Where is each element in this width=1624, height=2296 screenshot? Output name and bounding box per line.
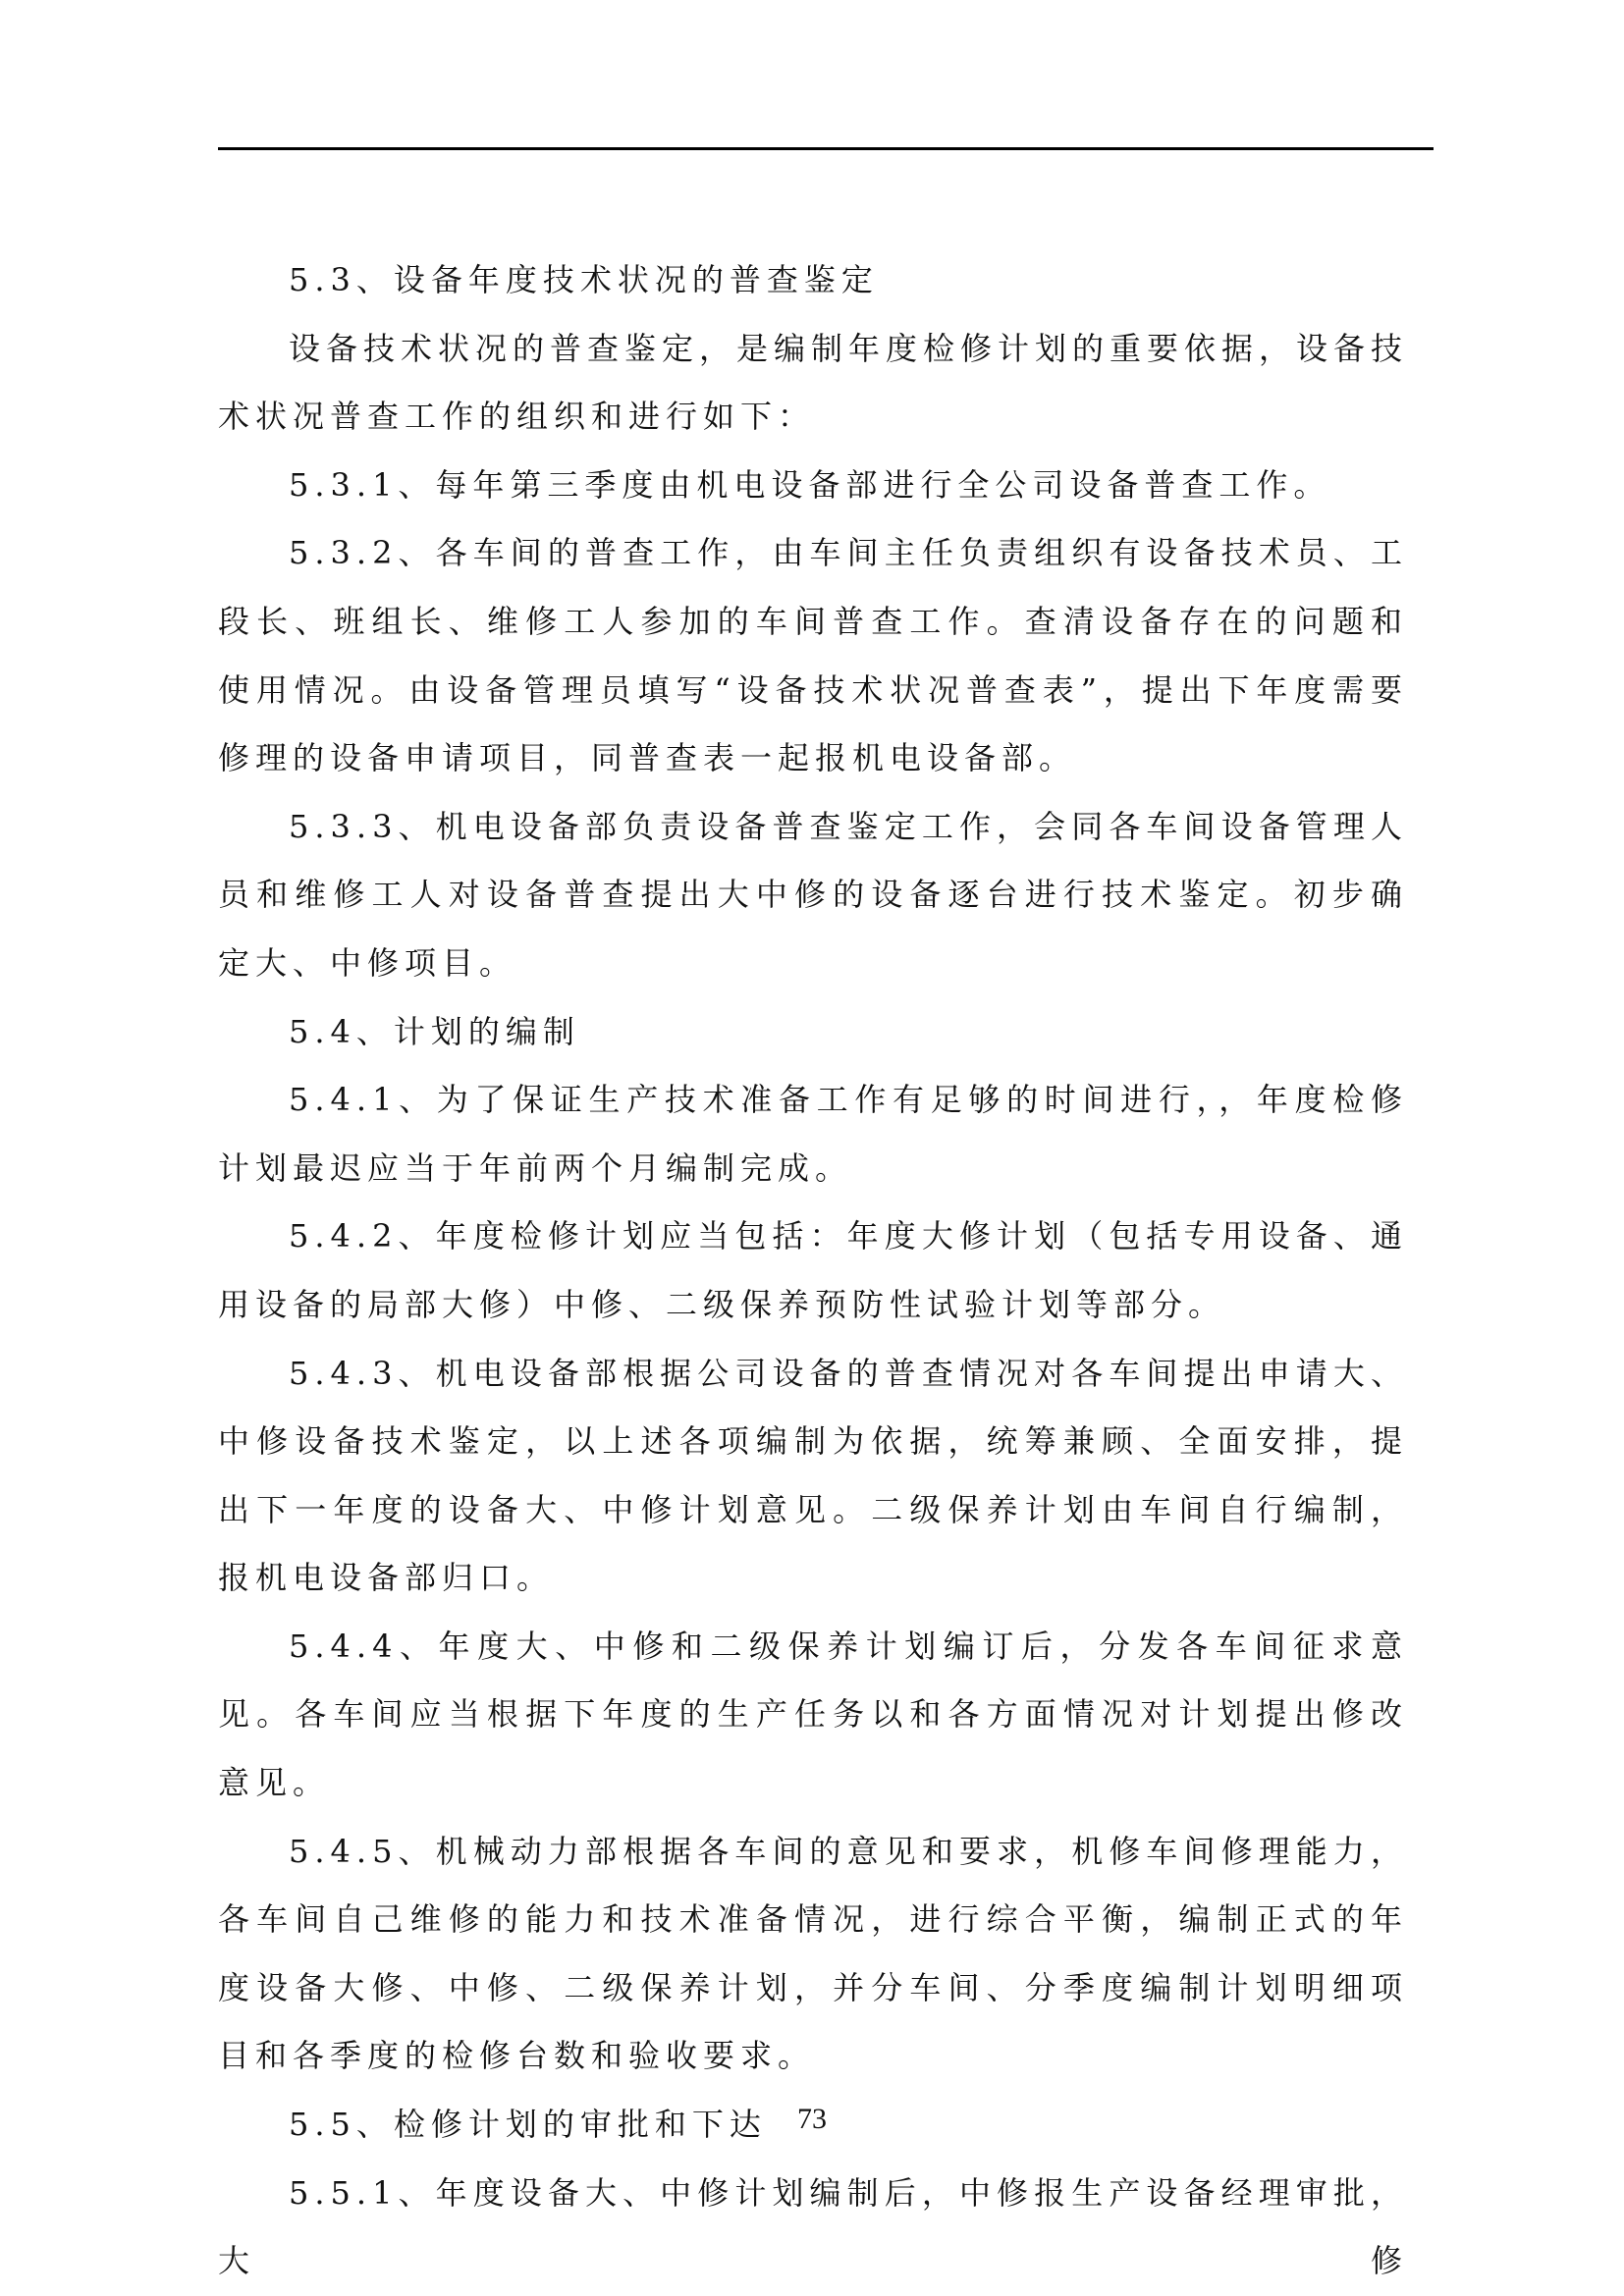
paragraph-5-4-2: 5.4.2、年度检修计划应当包括：年度大修计划（包括专用设备、通用设备的局部大修）中修、二级保养预防性试验计划等部分。 <box>218 1217 1408 1323</box>
paragraph-5-4-4: 5.4.4、年度大、中修和二级保养计划编订后，分发各车间征求意见。各车间应当根据下年度的生产任务以和各方面情况对计划提出修改意见。 <box>218 1627 1408 1802</box>
paragraph-5-5-1: 5.5.1、年度设备大、中修计划编制后，中修报生产设备经理审批，大修 <box>218 2173 1408 2280</box>
page-number: 73 <box>797 2103 827 2135</box>
header-rule <box>218 147 1434 150</box>
paragraph-5-3-2: 5.3.2、各车间的普查工作，由车间主任负责组织有设备技术员、工段长、班组长、维修工人参加的车间普查工作。查清设备存在的问题和使用情况。由设备管理员填写“设备技术状况普查表”，提出下年度需要修理的设备申请项目，同普查表一起报机电设备部。 <box>218 534 1408 777</box>
paragraph-5-4-5: 5.4.5、机械动力部根据各车间的意见和要求，机修车间修理能力，各车间自己维修的能力和技术准备情况，进行综合平衡，编制正式的年度设备大修、中修、二级保养计划，并分车间、分季度编制计划明细项目和各季度的检修台数和验收要求。 <box>218 1832 1408 2075</box>
paragraph-5-3-3: 5.3.3、机电设备部负责设备普查鉴定工作，会同各车间设备管理人员和维修工人对设备普查提出大中修的设备逐台进行技术鉴定。初步确定大、中修项目。 <box>218 807 1408 982</box>
document-body <box>218 246 1408 2296</box>
paragraph-5-4-3: 5.4.3、机电设备部根据公司设备的普查情况对各车间提出申请大、中修设备技术鉴定，以上述各项编制为依据，统筹兼顾、全面安排，提出下一年度的设备大、中修计划意见。二级保养计划由车间自行编制，报机电设备部归口。 <box>218 1354 1408 1597</box>
paragraph-intro: 设备技术状况的普查鉴定，是编制年度检修计划的重要依据，设备技术状况普查工作的组织和进行如下： <box>218 329 1409 436</box>
section-heading-5-3: 5.3、设备年度技术状况的普查鉴定 <box>289 261 879 298</box>
paragraph-5-4-1: 5.4.1、为了保证生产技术准备工作有足够的时间进行，，年度检修计划最迟应当于年前两个月编制完成。 <box>218 1081 1408 1187</box>
paragraph-5-3-1: 5.3.1、每年第三季度由机电设备部进行全公司设备普查工作。 <box>289 465 1331 504</box>
section-heading-5-5: 5.5、检修计划的审批和下达 <box>289 2106 767 2144</box>
section-heading-5-4: 5.4、计划的编制 <box>289 1012 580 1050</box>
